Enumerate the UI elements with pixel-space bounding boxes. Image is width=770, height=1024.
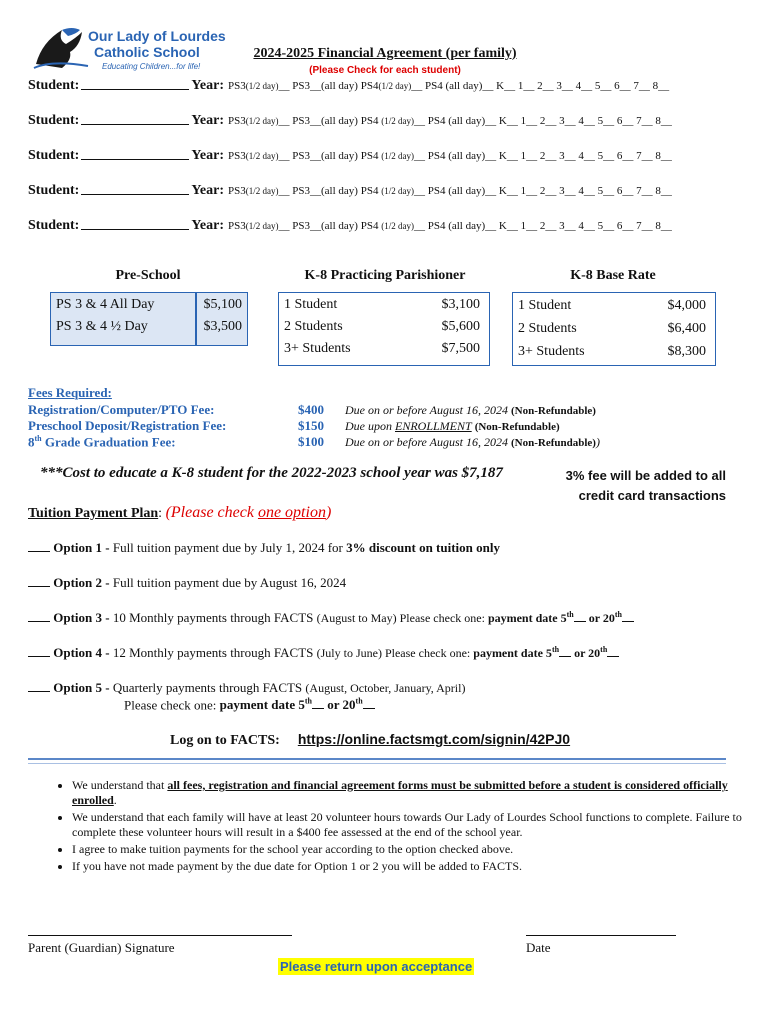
grade-option-text: __ PS3__(all day) PS4 xyxy=(278,115,382,127)
ordinal-sup: th xyxy=(304,697,312,706)
grade-option-text: __ PS4 (all day)__ K__ 1__ 2__ 3__ 4__ 5__ 6__ 7__ 8__ xyxy=(413,220,672,232)
logo-name-line2: Catholic School xyxy=(94,44,200,60)
grade-option-text: __ PS4 (all day)__ K__ 1__ 2__ 3__ 4__ 5__ 6__ 7__ 8__ xyxy=(411,80,670,92)
parishioner-rate-label: 2 Students xyxy=(284,319,343,334)
fee-name xyxy=(28,402,214,418)
grade-option-text: (1/2 day) xyxy=(381,116,414,126)
student-row xyxy=(28,182,672,199)
student-label: Student: xyxy=(28,113,80,128)
fee-due xyxy=(345,435,600,450)
grade-option-text: (1/2 day) xyxy=(381,221,414,231)
parishioner-rate-amount: $5,600 xyxy=(441,319,480,334)
payment-date-choice xyxy=(473,646,619,660)
instruction-pre: (Please check xyxy=(165,504,258,521)
student-label: Student: xyxy=(28,183,80,198)
base-rate-label: 1 Student xyxy=(518,298,572,313)
payment-date-20-checkbox[interactable] xyxy=(607,656,619,657)
preschool-rate-label: PS 3 & 4 ½ Day xyxy=(56,319,148,334)
grade-option-text: __ PS3__(all day) PS4 xyxy=(278,220,382,232)
parent-signature-label: Parent (Guardian) Signature xyxy=(28,940,175,955)
fee-amount: $100 xyxy=(298,434,324,449)
payment-plan-title: Tuition Payment Plan xyxy=(28,506,159,521)
parishioner-rate-amount: $3,100 xyxy=(441,297,480,312)
base-rate-label: 3+ Students xyxy=(518,344,585,359)
year-label: Year: xyxy=(191,78,225,93)
student-name-field[interactable] xyxy=(81,159,189,160)
option-checkbox-4[interactable] xyxy=(28,656,50,657)
option-label: Option 5 - xyxy=(53,680,110,695)
facts-label: Log on to FACTS: xyxy=(170,733,280,748)
credit-card-fee-note: 3% fee will be added to all credit card transactions xyxy=(565,468,726,503)
base-rate-amount: $4,000 xyxy=(667,298,706,313)
option-text: Quarterly payments through FACTS xyxy=(109,680,306,695)
payment-date-choice xyxy=(220,697,375,712)
parishioner-heading: K-8 Practicing Parishioner xyxy=(304,268,466,283)
option-bold-tail: 3% discount on tuition only xyxy=(346,540,500,555)
fee-name-prefix: 8 xyxy=(28,434,35,450)
preschool-rate-label: PS 3 & 4 All Day xyxy=(56,297,155,312)
parishioner-rate-label: 1 Student xyxy=(284,297,338,312)
date-signature-line[interactable] xyxy=(526,935,676,936)
option-detail: (July to June) Please check one: xyxy=(316,646,474,660)
grade-option-text: __ PS4 (all day)__ K__ 1__ 2__ 3__ 4__ 5__ 6__ 7__ 8__ xyxy=(413,115,672,127)
instruction-post: ) xyxy=(325,504,332,521)
preschool-rate-amount: $3,500 xyxy=(203,319,242,334)
option-checkbox-1[interactable] xyxy=(28,551,50,552)
ordinal-sup: th xyxy=(551,645,560,654)
payment-date-5: payment date 5 xyxy=(487,611,567,625)
payment-date-20-checkbox[interactable] xyxy=(363,708,375,709)
fee-name xyxy=(28,434,176,450)
payment-plan-colon: : xyxy=(158,506,166,521)
fee-due-text: Due upon xyxy=(345,419,395,433)
document-title: 2024-2025 Financial Agreement (per family) xyxy=(253,46,517,61)
fee-amount: $150 xyxy=(298,418,324,433)
grade-option-text: (1/2 day) xyxy=(245,151,279,161)
option-text: 12 Monthly payments through FACTS xyxy=(109,645,317,660)
fee-name-text: Preschool Deposit/Registration Fee: xyxy=(28,418,227,433)
grade-option-text: __ PS3__(all day) PS4 xyxy=(278,80,379,92)
student-label: Student: xyxy=(28,78,80,93)
preschool-rate-amount: $5,100 xyxy=(203,297,242,312)
term-item xyxy=(72,842,762,857)
option-checkbox-2[interactable] xyxy=(28,586,50,587)
grade-option-text: (1/2 day) xyxy=(245,186,279,196)
terms-list xyxy=(28,778,762,876)
payment-option-5 xyxy=(28,680,465,713)
option-detail-line2: Please check one: xyxy=(124,697,220,713)
payment-date-5: payment date 5 xyxy=(219,697,305,713)
base-rate-heading: K-8 Base Rate xyxy=(570,268,656,283)
grade-option-text: __ PS3__(all day) PS4 xyxy=(278,185,382,197)
logo-name-line1: Our Lady of Lourdes xyxy=(88,28,226,44)
base-rate-amount: $6,400 xyxy=(667,321,706,336)
payment-date-20: or 20 xyxy=(585,611,615,625)
year-label: Year: xyxy=(191,113,225,128)
section-divider xyxy=(28,758,726,764)
fee-amount: $400 xyxy=(298,402,324,417)
ordinal-sup: th xyxy=(600,645,608,654)
option-label: Option 1 - xyxy=(53,540,110,555)
option-detail: (August to May) Please check one: xyxy=(316,611,488,625)
fee-name xyxy=(28,418,226,434)
return-note: Please return upon acceptance xyxy=(280,959,473,974)
grade-option-text: PS3 xyxy=(228,185,246,197)
grade-options[interactable] xyxy=(228,80,669,92)
instruction-underlined: one option xyxy=(257,504,326,521)
grade-option-text: __ PS4 (all day)__ K__ 1__ 2__ 3__ 4__ 5__ 6__ 7__ 8__ xyxy=(413,150,672,162)
payment-date-5-checkbox[interactable] xyxy=(559,656,571,657)
option-detail: (August, October, January, April) xyxy=(305,681,466,695)
term-text: We understand that each family will have at least 20 volunteer hours towards Our Lady of Lourdes School functions to complete. Failure to complete these volunteer hours will result in a $400 fee assessed at the end of the school year. xyxy=(72,810,742,839)
term-text: We understand that xyxy=(72,778,168,792)
student-row xyxy=(28,112,672,129)
fee-due-text: Due on or before August 16, 2024 xyxy=(345,435,508,449)
grade-option-text: (1/2 day) xyxy=(245,221,279,231)
option-5-line2 xyxy=(124,697,465,713)
student-row xyxy=(28,77,669,94)
fees-required-heading: Fees Required: xyxy=(28,385,112,400)
grade-options[interactable] xyxy=(228,115,672,127)
fee-refund-note: (Non-Refundable) xyxy=(511,405,596,417)
grade-option-text: PS3 xyxy=(228,220,246,232)
option-checkbox-3[interactable] xyxy=(28,621,50,622)
option-text: 10 Monthly payments through FACTS xyxy=(109,610,317,625)
fee-name-text: Grade Graduation Fee: xyxy=(41,434,176,450)
document-subtitle: (Please Check for each student) xyxy=(309,65,461,76)
parent-signature-line[interactable] xyxy=(28,935,292,936)
ordinal-sup: th xyxy=(566,610,574,619)
logo-tagline: Educating Children...for life! xyxy=(102,62,201,71)
option-checkbox-5[interactable] xyxy=(28,691,50,692)
base-rate-amount: $8,300 xyxy=(667,344,706,359)
option-label: Option 4 - xyxy=(53,645,110,660)
parishioner-rate-amount: $7,500 xyxy=(441,341,480,356)
payment-plan-instruction xyxy=(166,504,332,521)
fee-refund-note: (Non-Refundable) xyxy=(474,421,560,433)
year-label: Year: xyxy=(191,148,225,163)
student-row xyxy=(28,147,672,164)
payment-option-3 xyxy=(28,610,634,626)
term-text: I agree to make tuition payments for the school year according to the option checked above. xyxy=(72,842,514,856)
payment-date-5-checkbox[interactable] xyxy=(312,708,324,709)
option-text: Full tuition payment due by July 1, 2024 for xyxy=(109,540,347,555)
student-label: Student: xyxy=(28,218,80,233)
payment-date-20-checkbox[interactable] xyxy=(622,621,634,622)
option-label: Option 2 - xyxy=(53,575,110,590)
payment-option-1 xyxy=(28,540,500,556)
fee-due-tail: ) xyxy=(595,435,600,449)
fee-refund-note: (Non-Refundable) xyxy=(511,437,596,449)
preschool-heading: Pre-School xyxy=(115,268,181,283)
base-rate-label: 2 Students xyxy=(518,321,577,336)
ordinal-sup: th xyxy=(614,610,622,619)
fee-name-text: Registration/Computer/PTO Fee: xyxy=(28,402,215,417)
term-item xyxy=(72,859,762,874)
student-name-field[interactable] xyxy=(81,124,189,125)
fee-due-text: Due on or before August 16, 2024 xyxy=(345,403,508,417)
grade-options[interactable] xyxy=(228,150,672,162)
grade-option-text: __ PS4 (all day)__ K__ 1__ 2__ 3__ 4__ 5__ 6__ 7__ 8__ xyxy=(413,185,672,197)
grade-option-text: (1/2 day) xyxy=(378,81,412,91)
fee-due-underlined: ENROLLMENT xyxy=(395,419,472,433)
cost-to-educate-note: ***Cost to educate a K-8 student for the 2022-2023 school year was $7,187 xyxy=(40,465,503,481)
option-text: Full tuition payment due by August 16, 2024 xyxy=(109,575,347,590)
student-name-field[interactable] xyxy=(81,229,189,230)
student-name-field[interactable] xyxy=(81,194,189,195)
payment-date-choice xyxy=(488,611,634,625)
year-label: Year: xyxy=(191,218,225,233)
fee-due xyxy=(345,419,560,434)
grade-option-text: (1/2 day) xyxy=(381,151,414,161)
option-label: Option 3 - xyxy=(53,610,110,625)
grade-option-text: (1/2 day) xyxy=(381,186,414,196)
year-label: Year: xyxy=(191,183,225,198)
term-item xyxy=(72,778,762,808)
grade-option-text: PS3 xyxy=(228,80,246,92)
grade-options[interactable] xyxy=(228,185,672,197)
student-label: Student: xyxy=(28,148,80,163)
ordinal-sup: th xyxy=(355,697,363,706)
term-text: If you have not made payment by the due date for Option 1 or 2 you will be added to FACTS. xyxy=(72,859,523,873)
grade-option-text: __ PS3__(all day) PS4 xyxy=(278,150,382,162)
grade-options[interactable] xyxy=(228,220,672,232)
term-bold-text: all fees, registration and financial agreement forms must be submitted before a student is considered officially enrolled xyxy=(72,778,728,807)
term-post: . xyxy=(113,793,117,807)
fee-name-sup: th xyxy=(34,434,42,443)
fee-due xyxy=(345,403,596,418)
grade-option-text: PS3 xyxy=(228,150,246,162)
term-item xyxy=(72,810,762,840)
date-label: Date xyxy=(526,940,551,955)
facts-login-line xyxy=(170,731,570,749)
grade-option-text: PS3 xyxy=(228,115,246,127)
parishioner-rate-label: 3+ Students xyxy=(284,341,351,356)
student-name-field[interactable] xyxy=(81,89,189,90)
grade-option-text: (1/2 day) xyxy=(245,81,279,91)
payment-plan-heading xyxy=(28,504,331,522)
payment-date-5: payment date 5 xyxy=(473,646,552,660)
payment-option-2 xyxy=(28,575,346,591)
student-row xyxy=(28,217,672,234)
grade-option-text: (1/2 day) xyxy=(245,116,279,126)
payment-date-5-checkbox[interactable] xyxy=(574,621,586,622)
payment-option-4 xyxy=(28,645,619,661)
facts-url-link[interactable]: https://online.factsmgt.com/signin/42PJ0 xyxy=(297,731,571,747)
payment-date-20: or 20 xyxy=(571,646,601,660)
payment-date-20: or 20 xyxy=(324,697,356,713)
